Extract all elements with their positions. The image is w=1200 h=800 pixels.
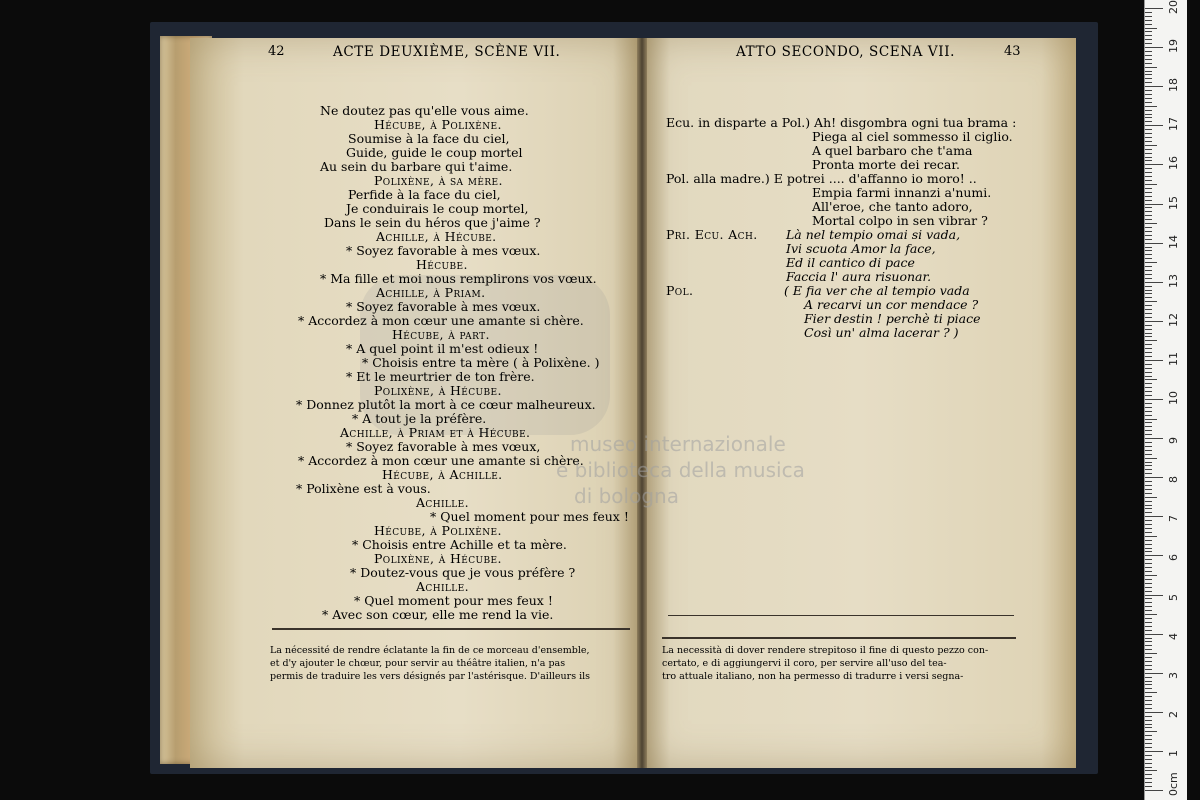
verse-line: * Ma fille et moi nous remplirons vos vœux. xyxy=(320,271,597,286)
ruler-tick xyxy=(1145,286,1152,287)
ruler-tick xyxy=(1145,606,1152,607)
ruler-tick xyxy=(1145,176,1152,177)
ruler-tick xyxy=(1145,481,1152,482)
ruler-label: 10 xyxy=(1167,391,1180,405)
ruler-tick xyxy=(1145,333,1152,334)
ruler-tick xyxy=(1145,411,1152,412)
verse-line: Piega al ciel sommesso il ciglio. xyxy=(812,129,1013,144)
ruler-tick xyxy=(1145,716,1152,717)
ruler-tick xyxy=(1145,317,1152,318)
verse-line: * Accordez à mon cœur une amante si chère. xyxy=(298,313,584,328)
ruler-tick xyxy=(1145,446,1152,447)
left-footnote-line: La nécessité de rendre éclatante la fin de ce morceau d'ensemble, xyxy=(270,645,590,656)
ruler-tick xyxy=(1145,344,1152,345)
watermark-text-line: di bologna xyxy=(574,484,679,508)
ruler-tick xyxy=(1145,297,1152,298)
ruler-tick xyxy=(1145,528,1152,529)
ruler-tick xyxy=(1145,790,1163,791)
ruler-tick xyxy=(1145,129,1152,130)
ruler-tick xyxy=(1145,325,1152,326)
ruler-tick xyxy=(1145,462,1152,463)
ruler-tick xyxy=(1145,168,1152,169)
ruler-tick xyxy=(1145,743,1152,744)
verse-line: Hécube, à Polixène. xyxy=(374,117,502,132)
verse-line: * Soyez favorable à mes vœux. xyxy=(346,299,541,314)
ruler-tick xyxy=(1145,55,1152,56)
ruler-tick xyxy=(1145,110,1152,111)
ruler-tick xyxy=(1145,184,1157,185)
ruler-tick xyxy=(1145,583,1152,584)
verse-line: Hécube, à Polixène. xyxy=(374,523,502,538)
verse-line: * A quel point il m'est odieux ! xyxy=(346,341,539,356)
ruler-tick xyxy=(1145,278,1152,279)
ruler-tick xyxy=(1145,16,1152,17)
ruler-tick xyxy=(1145,696,1152,697)
right-running-head: ATTO SECONDO, SCENA VII. xyxy=(736,44,956,60)
ruler-label: 9 xyxy=(1167,437,1180,445)
ruler-tick xyxy=(1145,78,1152,79)
ruler-tick xyxy=(1145,708,1152,709)
ruler-tick xyxy=(1145,485,1152,486)
ruler-tick xyxy=(1145,270,1152,271)
ruler-tick xyxy=(1145,739,1152,740)
ruler-tick xyxy=(1145,235,1152,236)
ruler-tick xyxy=(1145,301,1157,302)
ruler-label: 8 xyxy=(1167,476,1180,484)
ruler-tick xyxy=(1145,430,1152,431)
ruler-tick xyxy=(1145,641,1152,642)
watermark-text-line: museo internazionale xyxy=(570,432,786,456)
ruler-tick xyxy=(1145,12,1152,13)
ruler-tick xyxy=(1145,598,1152,599)
ruler-tick xyxy=(1145,258,1152,259)
ruler-tick xyxy=(1145,727,1152,728)
ruler-tick xyxy=(1145,24,1152,25)
verse-line: Hécube, à Achille. xyxy=(382,467,503,482)
verse-line: * Donnez plutôt la mort à ce cœur malheureux. xyxy=(296,397,596,412)
ruler-tick xyxy=(1145,39,1152,40)
ruler-label: 6 xyxy=(1167,554,1180,562)
ruler-tick xyxy=(1145,117,1152,118)
ruler-tick xyxy=(1145,630,1152,631)
ruler-tick xyxy=(1145,336,1152,337)
right-footnote-line: tro attuale italiano, non ha permesso di tradurre i versi segna- xyxy=(662,671,964,682)
verse-line: Ecu. in disparte a Pol.) Ah! disgombra ogni tua brama : xyxy=(666,115,1017,130)
ruler-label: 2 xyxy=(1167,710,1180,718)
ruler-tick xyxy=(1145,262,1157,263)
ruler-tick xyxy=(1145,770,1157,771)
ruler-tick xyxy=(1145,137,1152,138)
ruler-tick xyxy=(1145,563,1152,564)
ruler-tick xyxy=(1145,782,1152,783)
ruler-tick xyxy=(1145,133,1152,134)
ruler-tick xyxy=(1145,638,1152,639)
verse-line: Je conduirais le coup mortel, xyxy=(346,201,529,216)
verse-line: Empia farmi innanzi a'numi. xyxy=(812,185,992,200)
ruler-tick xyxy=(1145,102,1152,103)
ruler-tick xyxy=(1145,610,1152,611)
ruler-label: 7 xyxy=(1167,515,1180,523)
verse-line: ( E fia ver che al tempio vada xyxy=(784,283,970,298)
ruler-tick xyxy=(1145,290,1152,291)
verse-line: Fier destin ! perchè ti piace xyxy=(804,311,981,326)
ruler-tick xyxy=(1145,28,1157,29)
ruler-tick xyxy=(1145,591,1152,592)
ruler-tick xyxy=(1145,266,1152,267)
ruler-tick xyxy=(1145,438,1163,439)
ruler-tick xyxy=(1145,614,1157,615)
ruler-tick xyxy=(1145,403,1152,404)
ruler-tick xyxy=(1145,454,1152,455)
ruler-tick xyxy=(1145,665,1152,666)
ruler-tick xyxy=(1145,106,1157,107)
ruler-label: 13 xyxy=(1167,273,1180,288)
verse-line: Polixène, à sa mère. xyxy=(374,173,503,188)
ruler-tick xyxy=(1145,348,1152,349)
verse-line: * Choisis entre ta mère ( à Polixène. ) xyxy=(362,355,600,370)
ruler-tick xyxy=(1145,724,1152,725)
ruler-tick xyxy=(1145,419,1157,420)
verse-line: * Et le meurtrier de ton frère. xyxy=(346,369,535,384)
ruler-tick xyxy=(1145,207,1152,208)
ruler-tick xyxy=(1145,227,1152,228)
verse-line: * Accordez à mon cœur une amante si chère. xyxy=(298,453,584,468)
ruler-tick xyxy=(1145,250,1152,251)
ruler-tick xyxy=(1145,536,1157,537)
ruler-tick xyxy=(1145,473,1152,474)
ruler-tick xyxy=(1145,340,1157,341)
left-footnote-line: et d'y ajouter le chœur, pour servir au théâtre italien, n'a pas xyxy=(270,658,566,669)
verse-line: * Doutez-vous que je vous préfère ? xyxy=(350,565,576,580)
ruler-tick xyxy=(1145,67,1157,68)
verse-line: All'eroe, che tanto adoro, xyxy=(812,199,973,214)
ruler-tick xyxy=(1145,489,1152,490)
verse-line: * A tout je la préfère. xyxy=(352,411,487,426)
verse-line: Soumise à la face du ciel, xyxy=(348,131,510,146)
ruler-tick xyxy=(1145,391,1152,392)
ruler-tick xyxy=(1145,684,1152,685)
ruler-tick xyxy=(1145,282,1163,283)
ruler-tick xyxy=(1145,293,1152,294)
verse-line: Pronta morte dei recar. xyxy=(812,157,960,172)
verse-line: Ed il cantico di pace xyxy=(786,255,915,270)
ruler-tick xyxy=(1145,422,1152,423)
ruler-tick xyxy=(1145,669,1152,670)
ruler-label: 11 xyxy=(1167,351,1180,366)
ruler-tick xyxy=(1145,469,1152,470)
ruler-label: 3 xyxy=(1167,671,1180,679)
verse-line: Pri. Ecu. Ach. xyxy=(666,227,758,242)
ruler-tick xyxy=(1145,559,1152,560)
ruler-tick xyxy=(1145,254,1152,255)
ruler-tick xyxy=(1145,31,1152,32)
verse-line: Hécube. xyxy=(416,257,468,272)
ruler-tick xyxy=(1145,43,1152,44)
ruler-tick xyxy=(1145,540,1152,541)
ruler-tick xyxy=(1145,71,1152,72)
verse-line: Achille, à Priam et à Hécube. xyxy=(340,425,531,440)
ruler-tick xyxy=(1145,200,1152,201)
right-top-rule xyxy=(668,615,1014,616)
ruler-tick xyxy=(1145,164,1163,165)
ruler-tick xyxy=(1145,505,1152,506)
verse-line: Faccia l' aura risuonar. xyxy=(786,269,932,284)
ruler-tick xyxy=(1145,274,1152,275)
ruler-tick xyxy=(1145,735,1152,736)
ruler-tick xyxy=(1145,786,1152,787)
verse-line: * Quel moment pour mes feux ! xyxy=(354,593,553,608)
ruler-tick xyxy=(1145,188,1152,189)
ruler-tick xyxy=(1145,379,1157,380)
ruler-tick xyxy=(1145,755,1152,756)
ruler-tick xyxy=(1145,681,1152,682)
ruler-tick xyxy=(1145,774,1152,775)
verse-line: Guide, guide le coup mortel xyxy=(346,145,523,160)
verse-line: Pol. xyxy=(666,283,694,298)
ruler-tick xyxy=(1145,653,1157,654)
ruler-tick xyxy=(1145,239,1152,240)
ruler-tick xyxy=(1145,579,1152,580)
ruler-tick xyxy=(1145,704,1152,705)
ruler-tick xyxy=(1145,243,1163,244)
ruler-tick xyxy=(1145,778,1152,779)
ruler-tick xyxy=(1145,47,1163,48)
ruler-tick xyxy=(1145,82,1152,83)
ruler-tick xyxy=(1145,192,1152,193)
ruler-tick xyxy=(1145,575,1157,576)
ruler-label: 0cm xyxy=(1167,772,1180,796)
verse-line: Achille. xyxy=(416,579,470,594)
ruler-tick xyxy=(1145,731,1157,732)
ruler-label: 16 xyxy=(1167,156,1180,171)
right-footnote xyxy=(662,644,988,683)
ruler-tick xyxy=(1145,493,1152,494)
ruler-tick xyxy=(1145,595,1163,596)
ruler-tick xyxy=(1145,329,1152,330)
watermark-text-line: e biblioteca della musica xyxy=(556,458,805,482)
ruler-label: 18 xyxy=(1167,78,1180,93)
ruler-tick xyxy=(1145,516,1163,517)
ruler-tick xyxy=(1145,204,1163,205)
ruler-tick xyxy=(1145,634,1163,635)
ruler-tick xyxy=(1145,125,1163,126)
ruler-tick xyxy=(1145,661,1152,662)
ruler-tick xyxy=(1145,415,1152,416)
ruler-tick xyxy=(1145,387,1152,388)
verse-line: Polixène, à Hécube. xyxy=(374,383,502,398)
ruler-tick xyxy=(1145,196,1152,197)
ruler-tick xyxy=(1145,90,1152,91)
ruler-label: 1 xyxy=(1167,749,1180,757)
verse-line: * Quel moment pour mes feux ! xyxy=(430,509,629,524)
book-gutter xyxy=(637,38,647,768)
left-footnote-rule xyxy=(272,628,630,630)
ruler-tick xyxy=(1145,247,1152,248)
ruler-tick xyxy=(1145,309,1152,310)
ruler-tick xyxy=(1145,712,1163,713)
measurement-ruler xyxy=(1144,0,1187,800)
left-footnote-line: permis de traduire les vers désignés par l'astérisque. D'ailleurs ils xyxy=(270,671,591,682)
ruler-tick xyxy=(1145,548,1152,549)
verse-line: Pol. alla madre.) E potrei .... d'affanno io moro! .. xyxy=(666,171,977,186)
ruler-tick xyxy=(1145,720,1152,721)
verse-line: Dans le sein du héros que j'aime ? xyxy=(324,215,541,230)
ruler-tick xyxy=(1145,180,1152,181)
ruler-tick xyxy=(1145,571,1152,572)
ruler-tick xyxy=(1145,622,1152,623)
left-running-head: ACTE DEUXIÈME, SCÈNE VII. xyxy=(333,44,561,60)
ruler-tick xyxy=(1145,677,1152,678)
ruler-label: 15 xyxy=(1167,195,1180,210)
ruler-tick xyxy=(1145,160,1152,161)
verse-line: Polixène, à Hécube. xyxy=(374,551,502,566)
verse-line: A recarvi un cor mendace ? xyxy=(804,297,979,312)
verse-line: A quel barbaro che t'ama xyxy=(812,143,973,158)
ruler-tick xyxy=(1145,321,1163,322)
verse-line: * Soyez favorable à mes vœux. xyxy=(346,243,541,258)
ruler-tick xyxy=(1145,465,1152,466)
ruler-tick xyxy=(1145,544,1152,545)
verse-line: * Soyez favorable à mes vœux, xyxy=(346,439,541,454)
ruler-tick xyxy=(1145,98,1152,99)
ruler-tick xyxy=(1145,626,1152,627)
ruler-tick xyxy=(1145,692,1157,693)
ruler-tick xyxy=(1145,35,1152,36)
verse-line: * Choisis entre Achille et ta mère. xyxy=(352,537,567,552)
ruler-tick xyxy=(1145,364,1152,365)
ruler-tick xyxy=(1145,20,1152,21)
ruler-tick xyxy=(1145,532,1152,533)
ruler-tick xyxy=(1145,231,1152,232)
ruler-tick xyxy=(1145,426,1152,427)
ruler-tick xyxy=(1145,767,1152,768)
verse-line: Ivi scuota Amor la face, xyxy=(786,241,936,256)
verse-line: Au sein du barbare qui t'aime. xyxy=(320,159,513,174)
ruler-tick xyxy=(1145,551,1152,552)
ruler-tick xyxy=(1145,407,1152,408)
ruler-tick xyxy=(1145,114,1152,115)
ruler-tick xyxy=(1145,141,1152,142)
ruler-tick xyxy=(1145,153,1152,154)
ruler-tick xyxy=(1145,63,1152,64)
ruler-tick xyxy=(1145,587,1152,588)
ruler-label: 5 xyxy=(1167,593,1180,601)
ruler-tick xyxy=(1145,59,1152,60)
ruler-tick xyxy=(1145,524,1152,525)
ruler-tick xyxy=(1145,395,1152,396)
ruler-tick xyxy=(1145,759,1152,760)
verse-line: Mortal colpo in sen vibrar ? xyxy=(812,213,988,228)
verse-line: Achille. xyxy=(416,495,470,510)
ruler-tick xyxy=(1145,352,1152,353)
ruler-tick xyxy=(1145,497,1157,498)
ruler-tick xyxy=(1145,657,1152,658)
ruler-tick xyxy=(1145,215,1152,216)
right-footnote-rule xyxy=(662,637,1016,639)
ruler-tick xyxy=(1145,383,1152,384)
ruler-tick xyxy=(1145,172,1152,173)
left-page-number: 42 xyxy=(268,44,285,59)
ruler-label: 19 xyxy=(1167,39,1180,54)
right-footnote-line: certato, e di aggiungervi il coro, per servire all'uso del tea- xyxy=(662,658,947,669)
ruler-tick xyxy=(1145,356,1152,357)
ruler-tick xyxy=(1145,149,1152,150)
ruler-label: 12 xyxy=(1167,312,1180,327)
right-page-number: 43 xyxy=(1004,44,1021,59)
ruler-tick xyxy=(1145,86,1163,87)
ruler-tick xyxy=(1145,211,1152,212)
ruler-tick xyxy=(1145,602,1152,603)
ruler-tick xyxy=(1145,508,1152,509)
ruler-tick xyxy=(1145,501,1152,502)
verse-line: Achille, à Priam. xyxy=(376,285,486,300)
ruler-tick xyxy=(1145,458,1157,459)
ruler-tick xyxy=(1145,51,1152,52)
ruler-tick xyxy=(1145,567,1152,568)
left-footnote xyxy=(270,644,590,683)
ruler-tick xyxy=(1145,219,1152,220)
verse-line: * Avec son cœur, elle me rend la vie. xyxy=(322,607,554,622)
ruler-label: 20 xyxy=(1167,0,1180,14)
ruler-tick xyxy=(1145,94,1152,95)
ruler-tick xyxy=(1145,512,1152,513)
verse-line: Perfide à la face du ciel, xyxy=(348,187,501,202)
ruler-tick xyxy=(1145,700,1152,701)
ruler-tick xyxy=(1145,8,1163,9)
ruler-tick xyxy=(1145,763,1152,764)
verse-line: * Polixène est à vous. xyxy=(296,481,431,496)
ruler-tick xyxy=(1145,442,1152,443)
ruler-tick xyxy=(1145,368,1152,369)
ruler-tick xyxy=(1145,372,1152,373)
ruler-tick xyxy=(1145,313,1152,314)
ruler-tick xyxy=(1145,399,1163,400)
ruler-tick xyxy=(1145,688,1152,689)
verse-line: Ne doutez pas qu'elle vous aime. xyxy=(320,103,529,118)
ruler-tick xyxy=(1145,74,1152,75)
ruler-tick xyxy=(1145,376,1152,377)
ruler-tick xyxy=(1145,145,1157,146)
ruler-tick xyxy=(1145,477,1163,478)
verse-line: Achille, à Hécube. xyxy=(376,229,497,244)
ruler-label: 17 xyxy=(1167,117,1180,132)
ruler-label: 14 xyxy=(1167,234,1180,249)
ruler-tick xyxy=(1145,645,1152,646)
ruler-tick xyxy=(1145,673,1163,674)
ruler-tick xyxy=(1145,450,1152,451)
ruler-tick xyxy=(1145,649,1152,650)
ruler-tick xyxy=(1145,618,1152,619)
ruler-tick xyxy=(1145,157,1152,158)
right-footnote-line: La necessità di dover rendere strepitoso il fine di questo pezzo con- xyxy=(662,645,989,656)
ruler-tick xyxy=(1145,555,1163,556)
ruler-label: 4 xyxy=(1167,632,1180,640)
ruler-tick xyxy=(1145,305,1152,306)
ruler-tick xyxy=(1145,434,1152,435)
ruler-tick xyxy=(1145,121,1152,122)
ruler-tick xyxy=(1145,747,1152,748)
ruler-tick xyxy=(1145,751,1163,752)
verse-line: Così un' alma lacerar ? ) xyxy=(804,325,959,340)
ruler-tick xyxy=(1145,223,1157,224)
verse-line: Hécube, à part. xyxy=(392,327,490,342)
ruler-tick xyxy=(1145,520,1152,521)
ruler-tick xyxy=(1145,360,1163,361)
verse-line: Là nel tempio omai si vada, xyxy=(786,227,961,242)
